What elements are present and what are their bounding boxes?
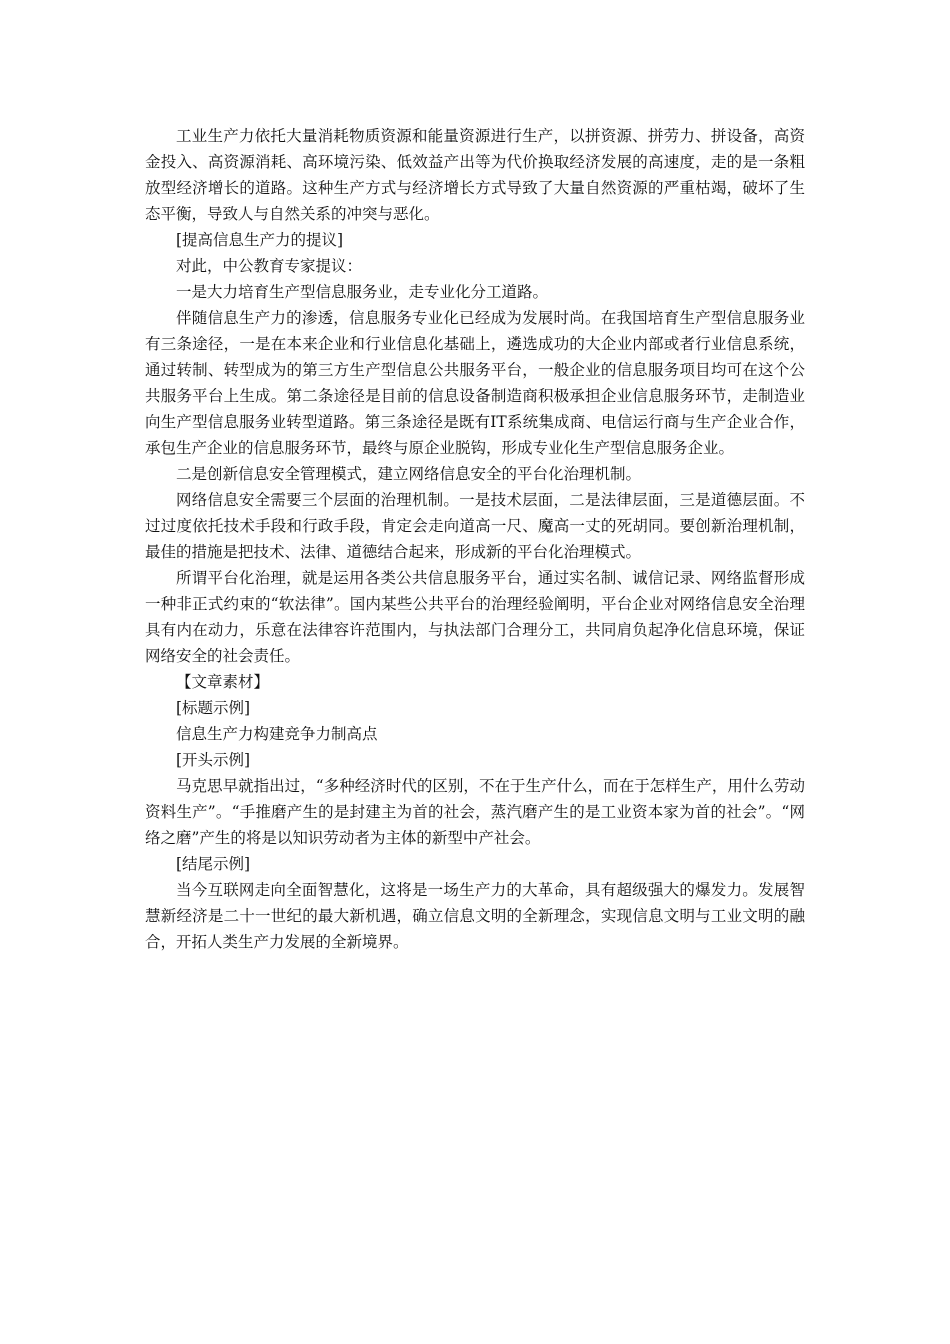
title-example-text: 信息生产力构建竞争力制高点	[176, 725, 378, 743]
document-page	[145, 123, 805, 955]
section-heading-proposal: [提高信息生产力的提议]	[176, 231, 344, 249]
body-paragraph: 所谓平台化治理，就是运用各类公共信息服务平台，通过实名制、诚信记录、网络监督形成一种非正式约束的“软法律”。国内某些公共平台的治理经验阐明，平台企业对网络信息安全治理具有内在动力，乐意在法律容许范围内，与执法部门合理分工，共同肩负起净化信息环境，保证网络安全的社会责任。	[145, 569, 805, 665]
body-paragraph: 对此，中公教育专家提议：	[176, 257, 363, 275]
opening-example-text: 马克思早就指出过，“多种经济时代的区别，不在于生产什么，而在于怎样生产，用什么劳动资料生产”。“手推磨产生的是封建主为首的社会，蒸汽磨产生的是工业资本家为首的社会”。“网络之磨”产生的将是以知识劳动者为主体的新型中产社会。	[145, 777, 805, 847]
subheading-opening-example: [开头示例]	[176, 751, 251, 769]
proposal-point-one: 一是大力培育生产型信息服务业，走专业化分工道路。	[176, 283, 549, 301]
body-paragraph: 网络信息安全需要三个层面的治理机制。一是技术层面，二是法律层面，三是道德层面。不过过度依托技术手段和行政手段，肯定会走向道高一尺、魔高一丈的死胡同。要创新治理机制，最佳的措施是把技术、法律、道德结合起来，形成新的平台化治理模式。	[145, 491, 805, 561]
subheading-ending-example: [结尾示例]	[176, 855, 251, 873]
proposal-point-two: 二是创新信息安全管理模式，建立网络信息安全的平台化治理机制。	[176, 465, 642, 483]
body-paragraph-industrial: 工业生产力依托大量消耗物质资源和能量资源进行生产，以拼资源、拼劳力、拼设备，高资金投入、高资源消耗、高环境污染、低效益产出等为代价换取经济发展的高速度，走的是一条粗放型经济增长的道路。这种生产方式与经济增长方式导致了大量自然资源的严重枯竭，破坏了生态平衡，导致人与自然关系的冲突与恶化。	[145, 127, 805, 223]
subheading-title-example: [标题示例]	[176, 699, 251, 717]
ending-example-text: 当今互联网走向全面智慧化，这将是一场生产力的大革命，具有超级强大的爆发力。发展智慧新经济是二十一世纪的最大新机遇，确立信息文明的全新理念，实现信息文明与工业文明的融合，开拓人类生产力发展的全新境界。	[145, 881, 805, 951]
section-heading-materials: 【文章素材】	[176, 673, 270, 691]
body-paragraph: 伴随信息生产力的渗透，信息服务专业化已经成为发展时尚。在我国培育生产型信息服务业有三条途径，一是在本来企业和行业信息化基础上，遴选成功的大企业内部或者行业信息系统，通过转制、转型成为的第三方生产型信息公共服务平台，一般企业的信息服务项目均可在这个公共服务平台上生成。第二条途径是目前的信息设备制造商积极承担企业信息服务环节，走制造业向生产型信息服务业转型道路。第三条途径是既有IT系统集成商、电信运行商与生产企业合作，承包生产企业的信息服务环节，最终与原企业脱钩，形成专业化生产型信息服务企业。	[145, 309, 805, 457]
